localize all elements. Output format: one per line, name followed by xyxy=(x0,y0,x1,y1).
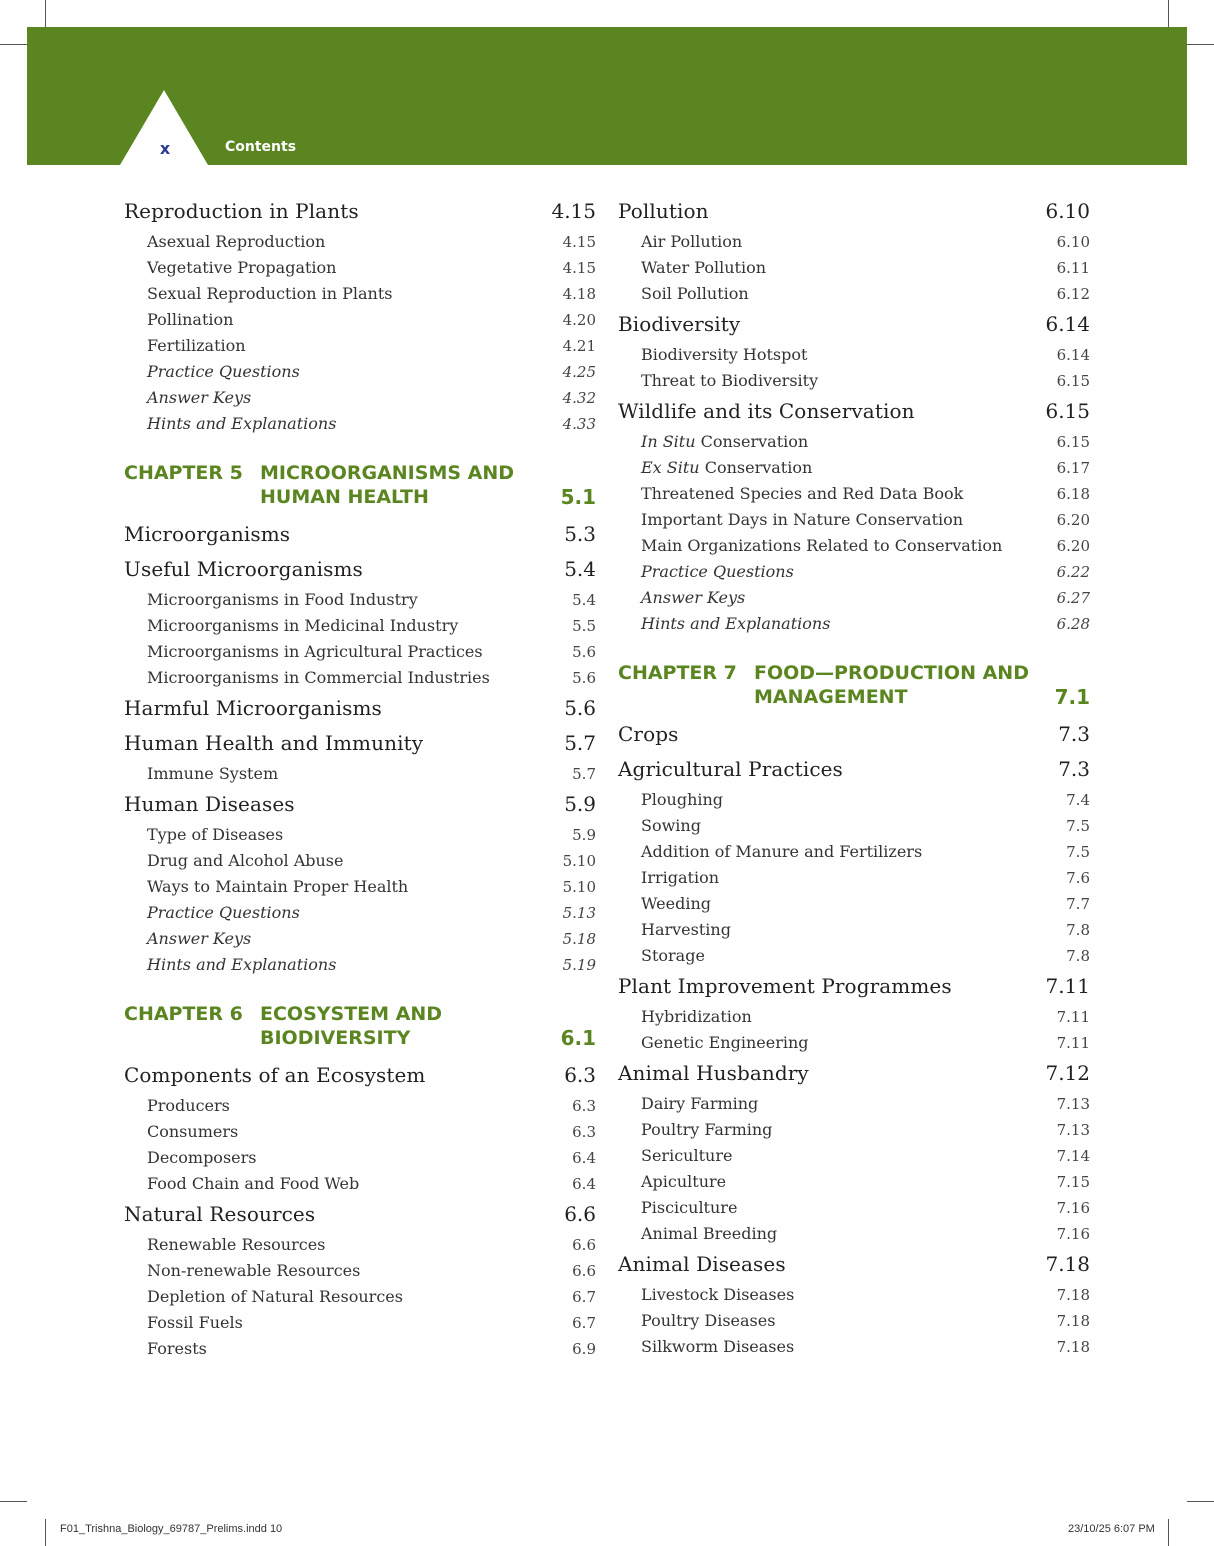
entry-title: Producers xyxy=(147,1096,230,1115)
entry-title: Plant Improvement Programmes xyxy=(618,974,952,998)
toc-entry xyxy=(618,255,1090,281)
toc-entry xyxy=(124,1258,596,1284)
entry-page: 6.6 xyxy=(572,1236,596,1254)
entry-page: 7.7 xyxy=(1066,895,1090,913)
toc-entry xyxy=(124,1145,596,1171)
entry-title: Renewable Resources xyxy=(147,1235,326,1254)
entry-title: Food Chain and Food Web xyxy=(147,1174,360,1193)
entry-page: 6.4 xyxy=(572,1149,596,1167)
chapter-heading xyxy=(124,461,596,513)
entry-page: 5.18 xyxy=(562,930,596,948)
toc-entry xyxy=(124,665,596,691)
entry-page: 5.19 xyxy=(562,956,596,974)
entry-title: Biodiversity xyxy=(618,312,741,336)
toc-entry xyxy=(618,429,1090,455)
entry-title: Hybridization xyxy=(641,1007,752,1026)
toc-entry xyxy=(124,1232,596,1258)
entry-title: Storage xyxy=(641,946,705,965)
entry-page: 5.4 xyxy=(572,591,596,609)
entry-title xyxy=(641,455,812,481)
toc-entry xyxy=(124,1093,596,1119)
toc-entry xyxy=(124,926,596,952)
toc-section xyxy=(618,752,1090,787)
entry-page: 6.22 xyxy=(1056,563,1090,581)
entry-title: Poultry Diseases xyxy=(641,1311,776,1330)
toc-entry xyxy=(618,1195,1090,1221)
entry-title: Hints and Explanations xyxy=(641,614,831,633)
entry-page: 5.9 xyxy=(564,792,596,816)
entry-page: 5.10 xyxy=(562,878,596,896)
chapter-heading xyxy=(618,661,1090,713)
entry-title-text: Conservation xyxy=(704,458,813,477)
entry-page: 6.7 xyxy=(572,1288,596,1306)
entry-title: Microorganisms in Agricultural Practices xyxy=(147,642,483,661)
toc-entry xyxy=(124,1336,596,1362)
entry-title: Water Pollution xyxy=(641,258,766,277)
entry-page: 5.7 xyxy=(564,731,596,755)
entry-title: Practice Questions xyxy=(147,362,300,381)
toc-section xyxy=(124,194,596,229)
entry-page: 6.27 xyxy=(1056,589,1090,607)
entry-title: Fertilization xyxy=(147,336,246,355)
entry-page: 5.9 xyxy=(572,826,596,844)
page-number: x xyxy=(159,139,171,158)
toc-entry xyxy=(124,613,596,639)
entry-title: Microorganisms xyxy=(124,522,291,546)
entry-page: 6.18 xyxy=(1056,485,1090,503)
entry-page: 7.12 xyxy=(1045,1061,1090,1085)
entry-page: 6.3 xyxy=(564,1063,596,1087)
entry-title: Practice Questions xyxy=(641,562,794,581)
entry-title: Consumers xyxy=(147,1122,239,1141)
toc-section xyxy=(124,517,596,552)
chapter-page: 6.1 xyxy=(560,1026,596,1050)
toc-left-column xyxy=(124,194,596,1362)
entry-page: 7.18 xyxy=(1056,1312,1090,1330)
entry-title: Answer Keys xyxy=(147,388,252,407)
toc-entry xyxy=(124,761,596,787)
toc-entry xyxy=(618,917,1090,943)
crop-mark xyxy=(45,0,46,27)
entry-page: 5.4 xyxy=(564,557,596,581)
entry-title: Answer Keys xyxy=(641,588,746,607)
entry-title: Decomposers xyxy=(147,1148,257,1167)
entry-page: 6.3 xyxy=(572,1097,596,1115)
entry-page: 7.18 xyxy=(1056,1338,1090,1356)
crop-mark xyxy=(1187,44,1214,45)
entry-title: Microorganisms in Commercial Industries xyxy=(147,668,490,687)
toc-entry xyxy=(124,255,596,281)
entry-page: 6.12 xyxy=(1056,285,1090,303)
entry-page: 4.15 xyxy=(562,259,596,277)
entry-page: 4.32 xyxy=(562,389,596,407)
toc-entry xyxy=(618,839,1090,865)
entry-title: Pisciculture xyxy=(641,1198,738,1217)
toc-entry xyxy=(124,874,596,900)
toc-section xyxy=(618,1247,1090,1282)
entry-title: Depletion of Natural Resources xyxy=(147,1287,403,1306)
crop-mark xyxy=(1187,1501,1214,1502)
entry-title: Sericulture xyxy=(641,1146,733,1165)
footer-timestamp: 23/10/25 6:07 PM xyxy=(1068,1523,1155,1535)
entry-title: Soil Pollution xyxy=(641,284,749,303)
entry-title: Harvesting xyxy=(641,920,731,939)
entry-title: Vegetative Propagation xyxy=(147,258,337,277)
entry-page: 4.25 xyxy=(562,363,596,381)
toc-entry xyxy=(618,1334,1090,1360)
entry-page: 4.15 xyxy=(551,199,596,223)
toc-section xyxy=(124,552,596,587)
toc-entry xyxy=(618,611,1090,637)
entry-page: 5.10 xyxy=(562,852,596,870)
toc-entry xyxy=(124,587,596,613)
entry-page: 6.14 xyxy=(1045,312,1090,336)
entry-title: Poultry Farming xyxy=(641,1120,773,1139)
entry-page: 7.14 xyxy=(1056,1147,1090,1165)
entry-title: Type of Diseases xyxy=(147,825,284,844)
entry-title: Hints and Explanations xyxy=(147,955,337,974)
toc-entry xyxy=(618,891,1090,917)
entry-page: 7.11 xyxy=(1045,974,1090,998)
crop-mark xyxy=(1168,0,1169,27)
chapter-page: 5.1 xyxy=(560,485,596,509)
toc-entry xyxy=(124,900,596,926)
entry-title: Threat to Biodiversity xyxy=(641,371,819,390)
toc-entry xyxy=(618,813,1090,839)
entry-title: Human Health and Immunity xyxy=(124,731,424,755)
chapter-title: MICROORGANISMS AND HUMAN HEALTH xyxy=(260,462,515,508)
toc-entry xyxy=(618,229,1090,255)
toc-entry xyxy=(618,507,1090,533)
entry-page: 7.8 xyxy=(1066,921,1090,939)
entry-title: Biodiversity Hotspot xyxy=(641,345,808,364)
toc-entry xyxy=(124,1119,596,1145)
toc-entry xyxy=(124,848,596,874)
entry-page: 4.18 xyxy=(562,285,596,303)
toc-entry xyxy=(618,1308,1090,1334)
entry-title: Answer Keys xyxy=(147,929,252,948)
toc-entry xyxy=(124,281,596,307)
entry-page: 6.15 xyxy=(1056,433,1090,451)
entry-page: 7.13 xyxy=(1056,1121,1090,1139)
toc-entry xyxy=(618,1282,1090,1308)
toc-entry xyxy=(618,455,1090,481)
toc-entry xyxy=(124,822,596,848)
entry-page: 5.6 xyxy=(564,696,596,720)
running-head: Contents xyxy=(225,139,297,155)
entry-page: 6.6 xyxy=(572,1262,596,1280)
entry-page: 7.18 xyxy=(1045,1252,1090,1276)
toc-entry xyxy=(618,368,1090,394)
toc-entry xyxy=(618,1169,1090,1195)
entry-title-text: Conservation xyxy=(700,432,809,451)
entry-page: 6.7 xyxy=(572,1314,596,1332)
entry-page: 6.11 xyxy=(1056,259,1090,277)
toc-section xyxy=(618,394,1090,429)
toc-entry xyxy=(618,1143,1090,1169)
toc-section xyxy=(124,691,596,726)
entry-page: 6.20 xyxy=(1056,537,1090,555)
toc-entry xyxy=(618,585,1090,611)
entry-page: 7.13 xyxy=(1056,1095,1090,1113)
entry-page: 7.16 xyxy=(1056,1225,1090,1243)
entry-title: Forests xyxy=(147,1339,207,1358)
chapter-title: ECOSYSTEM AND BIODIVERSITY xyxy=(260,1003,443,1049)
entry-page: 7.5 xyxy=(1066,817,1090,835)
crop-mark xyxy=(0,1501,27,1502)
entry-page: 7.8 xyxy=(1066,947,1090,965)
entry-title: Irrigation xyxy=(641,868,719,887)
entry-page: 6.3 xyxy=(572,1123,596,1141)
entry-page: 4.15 xyxy=(562,233,596,251)
chapter-label: CHAPTER 6 xyxy=(124,1003,243,1025)
entry-page: 5.6 xyxy=(572,669,596,687)
entry-page: 6.9 xyxy=(572,1340,596,1358)
toc-entry xyxy=(124,1310,596,1336)
entry-title: Immune System xyxy=(147,764,279,783)
toc-entry xyxy=(618,533,1090,559)
entry-title: Useful Microorganisms xyxy=(124,557,363,581)
toc-entry xyxy=(124,952,596,978)
toc-entry xyxy=(618,481,1090,507)
entry-title: Pollination xyxy=(147,310,234,329)
crop-mark xyxy=(0,44,27,45)
toc-section xyxy=(124,726,596,761)
entry-title: Addition of Manure and Fertilizers xyxy=(641,842,923,861)
toc-section xyxy=(124,1058,596,1093)
entry-title: Threatened Species and Red Data Book xyxy=(641,484,964,503)
entry-page: 6.10 xyxy=(1056,233,1090,251)
toc-entry xyxy=(618,787,1090,813)
entry-title: Silkworm Diseases xyxy=(641,1337,795,1356)
entry-page: 7.18 xyxy=(1056,1286,1090,1304)
entry-title: Microorganisms in Medicinal Industry xyxy=(147,616,459,635)
toc-entry xyxy=(618,1091,1090,1117)
entry-title: Harmful Microorganisms xyxy=(124,696,382,720)
entry-title: Microorganisms in Food Industry xyxy=(147,590,418,609)
toc-section xyxy=(618,1056,1090,1091)
toc-entry xyxy=(124,1171,596,1197)
toc-entry xyxy=(618,559,1090,585)
entry-page: 6.17 xyxy=(1056,459,1090,477)
toc-entry xyxy=(618,943,1090,969)
entry-title: Hints and Explanations xyxy=(147,414,337,433)
entry-title: Ploughing xyxy=(641,790,724,809)
entry-page: 7.16 xyxy=(1056,1199,1090,1217)
entry-title: Practice Questions xyxy=(147,903,300,922)
entry-title: Drug and Alcohol Abuse xyxy=(147,851,344,870)
entry-title: Sexual Reproduction in Plants xyxy=(147,284,393,303)
entry-title: Main Organizations Related to Conservation xyxy=(641,536,1003,555)
entry-title: Animal Breeding xyxy=(641,1224,778,1243)
entry-page: 5.6 xyxy=(572,643,596,661)
entry-title: Genetic Engineering xyxy=(641,1033,809,1052)
entry-title: Reproduction in Plants xyxy=(124,199,359,223)
chapter-label: CHAPTER 5 xyxy=(124,462,243,484)
entry-page: 5.5 xyxy=(572,617,596,635)
toc-entry xyxy=(124,639,596,665)
entry-title: Natural Resources xyxy=(124,1202,316,1226)
crop-mark xyxy=(45,1519,46,1546)
entry-page: 5.7 xyxy=(572,765,596,783)
toc-entry xyxy=(618,342,1090,368)
chapter-heading xyxy=(124,1002,596,1054)
entry-title: Animal Diseases xyxy=(618,1252,786,1276)
toc-entry xyxy=(618,281,1090,307)
entry-page: 6.4 xyxy=(572,1175,596,1193)
entry-page: 6.28 xyxy=(1056,615,1090,633)
entry-title: Human Diseases xyxy=(124,792,295,816)
footer-file-info: F01_Trishna_Biology_69787_Prelims.indd 10 xyxy=(60,1523,283,1535)
entry-page: 7.15 xyxy=(1056,1173,1090,1191)
entry-page: 7.11 xyxy=(1056,1008,1090,1026)
entry-title: Animal Husbandry xyxy=(618,1061,809,1085)
entry-page: 6.14 xyxy=(1056,346,1090,364)
entry-title: Asexual Reproduction xyxy=(147,232,326,251)
entry-title: Fossil Fuels xyxy=(147,1313,243,1332)
toc-section xyxy=(618,307,1090,342)
crop-mark xyxy=(1168,1519,1169,1546)
toc-entry xyxy=(618,1030,1090,1056)
entry-page: 4.21 xyxy=(562,337,596,355)
entry-title xyxy=(641,429,808,455)
entry-title: Sowing xyxy=(641,816,701,835)
entry-title: Agricultural Practices xyxy=(618,757,843,781)
toc-section xyxy=(618,969,1090,1004)
toc-section xyxy=(124,1197,596,1232)
entry-page: 5.3 xyxy=(564,522,596,546)
entry-title: Air Pollution xyxy=(641,232,743,251)
entry-title: Dairy Farming xyxy=(641,1094,759,1113)
entry-page: 6.10 xyxy=(1045,199,1090,223)
entry-page: 7.3 xyxy=(1058,757,1090,781)
toc-entry xyxy=(618,1221,1090,1247)
entry-italic-prefix: Ex Situ xyxy=(641,458,700,477)
toc-entry xyxy=(618,1004,1090,1030)
entry-page: 6.20 xyxy=(1056,511,1090,529)
entry-page: 5.13 xyxy=(562,904,596,922)
entry-title: Apiculture xyxy=(641,1172,727,1191)
entry-italic-prefix: In Situ xyxy=(641,432,696,451)
entry-page: 6.15 xyxy=(1056,372,1090,390)
toc-entry xyxy=(124,229,596,255)
toc-entry xyxy=(618,865,1090,891)
toc-section xyxy=(618,194,1090,229)
toc-entry xyxy=(124,1284,596,1310)
entry-page: 7.5 xyxy=(1066,843,1090,861)
entry-page: 4.20 xyxy=(562,311,596,329)
entry-title: Pollution xyxy=(618,199,709,223)
toc-entry xyxy=(124,385,596,411)
entry-page: 7.11 xyxy=(1056,1034,1090,1052)
entry-title: Ways to Maintain Proper Health xyxy=(147,877,409,896)
entry-title: Livestock Diseases xyxy=(641,1285,795,1304)
chapter-title: FOOD—PRODUCTION AND MANAGEMENT xyxy=(754,662,1029,708)
toc-entry xyxy=(124,411,596,437)
entry-page: 6.6 xyxy=(564,1202,596,1226)
toc-right-column xyxy=(618,194,1090,1360)
entry-page: 7.4 xyxy=(1066,791,1090,809)
entry-title: Components of an Ecosystem xyxy=(124,1063,426,1087)
chapter-page: 7.1 xyxy=(1054,685,1090,709)
entry-page: 7.6 xyxy=(1066,869,1090,887)
toc-section xyxy=(124,787,596,822)
entry-title: Weeding xyxy=(641,894,711,913)
entry-title: Non-renewable Resources xyxy=(147,1261,361,1280)
entry-page: 7.3 xyxy=(1058,722,1090,746)
toc-entry xyxy=(124,359,596,385)
entry-title: Wildlife and its Conservation xyxy=(618,399,915,423)
header-band xyxy=(27,27,1187,165)
toc-entry xyxy=(124,307,596,333)
toc-entry xyxy=(618,1117,1090,1143)
chapter-label: CHAPTER 7 xyxy=(618,662,737,684)
entry-page: 4.33 xyxy=(562,415,596,433)
toc-entry xyxy=(124,333,596,359)
entry-title: Important Days in Nature Conservation xyxy=(641,510,964,529)
entry-title: Crops xyxy=(618,722,679,746)
entry-page: 6.15 xyxy=(1045,399,1090,423)
toc-section xyxy=(618,717,1090,752)
